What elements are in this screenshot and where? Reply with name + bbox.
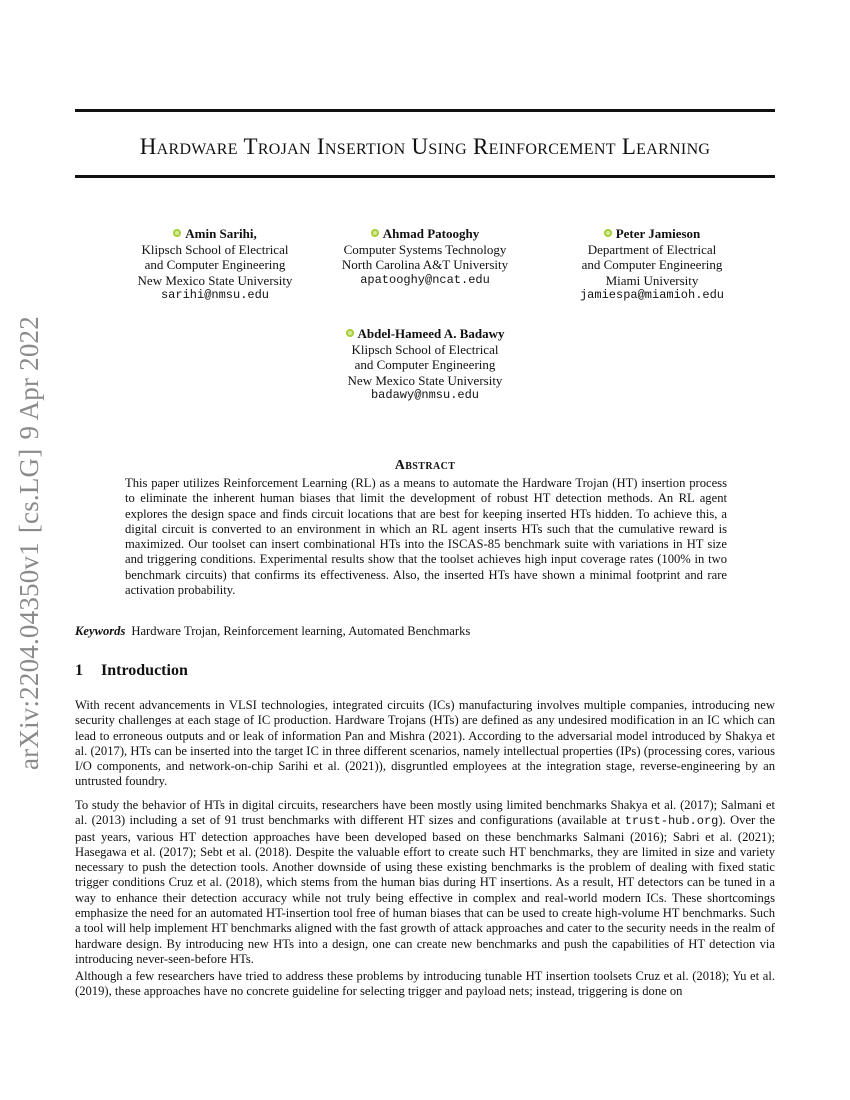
body-paragraph	[75, 798, 775, 967]
title-top-rule	[75, 109, 775, 112]
author-affiliation: Miami University	[605, 272, 699, 288]
keywords-text: Hardware Trojan, Reinforcement learning, Automated Benchmarks	[131, 624, 471, 638]
trust-hub-link[interactable]: trust-hub.org	[624, 814, 719, 829]
author-affiliation: North Carolina A&T University	[341, 257, 509, 273]
abstract-heading: Abstract	[394, 458, 456, 473]
orcid-icon[interactable]	[371, 229, 379, 237]
author-affiliation: Computer Systems Technology	[343, 241, 507, 257]
orcid-icon[interactable]	[346, 329, 354, 337]
author-email[interactable]: apatooghy@ncat.edu	[360, 272, 490, 287]
author-email[interactable]: sarihi@nmsu.edu	[160, 288, 270, 303]
author-affiliation: New Mexico State University	[347, 372, 503, 388]
author-affiliation: and Computer Engineering	[581, 257, 723, 273]
orcid-icon[interactable]	[173, 229, 181, 237]
author-name: Peter Jamieson	[615, 226, 701, 241]
arxiv-identifier-stamp	[14, 307, 45, 770]
author-name: Ahmad Patooghy	[382, 226, 480, 241]
author-name: Abdel-Hameed A. Badawy	[357, 326, 505, 341]
author-affiliation: and Computer Engineering	[354, 357, 496, 373]
author-affiliation: and Computer Engineering	[144, 257, 286, 273]
section-number: 1	[75, 662, 83, 679]
paragraph-text: To study the behavior of HTs in digital circuits, researchers have been mostly using limited benchmarks Shakya et al. (2017); Salmani et al. (2013) including a set of 91 trust benchmarks with different HT sizes and configurations (available at	[75, 798, 775, 828]
arxiv-id: arXiv:2204.04350v1	[14, 542, 44, 770]
abstract-body: This paper utilizes Reinforcement Learning (RL) as a means to automate the Hardware Trojan (HT) insertion process to eliminate the inherent human biases that limit the development of robust HT detection methods. An RL agent explores the design space and finds circuit locations that are best for keeping inserted HTs hidden. To achieve this, a digital circuit is converted to an environment in which an RL agent inserts HTs such that the cumulative reward is maximized. Our toolset can insert combinational HTs into the ISCAS-85 benchmark suite with variations in HT size and triggering conditions. Experimental results show that the toolset achieves high input coverage rates (100% in two benchmark circuits) that confirms its effectiveness. Also, the inserted HTs have shown a minimal footprint and rare activation probability.	[125, 476, 727, 598]
author-block	[310, 226, 540, 288]
author-block	[310, 326, 540, 404]
author-affiliation: New Mexico State University	[137, 272, 293, 288]
author-block	[100, 226, 330, 304]
author-affiliation: Klipsch School of Electrical	[351, 341, 499, 357]
author-block	[537, 226, 767, 304]
orcid-icon[interactable]	[604, 229, 612, 237]
author-name: Amin Sarihi,	[185, 226, 257, 241]
section-title: Introduction	[101, 662, 188, 679]
author-affiliation: Department of Electrical	[587, 241, 717, 257]
author-email[interactable]: jamiespa@miamioh.edu	[579, 288, 725, 303]
body-paragraph: With recent advancements in VLSI technologies, integrated circuits (ICs) manufacturing involves multiple companies, introducing new security challenges at each stage of IC production. Hardware Trojans (HTs) are defined as any undesired modification in an IC which can lead to erroneous outputs and or leak of information Pan and Mishra (2021). According to the adversarial model introduced by Shakya et al. (2017), HTs can be inserted into the target IC in three different scenarios, namely intellectual properties (IPs) (processing cores, various I/O components, and network-on-chip Sarihi et al. (2021)), disgruntled employees at the integration stage, reverse-engineering by an untrusted foundry.	[75, 698, 775, 789]
arxiv-date: 9 Apr 2022	[14, 316, 44, 440]
body-paragraph: Although a few researchers have tried to address these problems by introducing tunable HT insertion toolsets Cruz et al. (2018); Yu et al. (2019), these approaches have no concrete guideline for selecting trigger and payload nets; instead, triggering is done on	[75, 969, 775, 999]
keywords-label: Keywords	[75, 624, 126, 638]
keywords-line	[75, 624, 470, 639]
paper-title: Hardware Trojan Insertion Using Reinforcement Learning	[139, 134, 711, 159]
arxiv-category: [cs.LG]	[14, 448, 44, 534]
section-heading	[75, 662, 188, 680]
author-affiliation: Klipsch School of Electrical	[141, 241, 289, 257]
title-bottom-rule	[75, 175, 775, 178]
paragraph-text: ). Over the past years, various HT detection approaches have been developed based on these benchmarks Salmani (2016); Sabri et al. (2021); Hasegawa et al. (2017); Sebt et al. (2018). Despite the valuable effort to create such HT benchmarks, they are limited in size and variety necessary to push the detection tools. Another downside of using these existing benchmarks is the problem of dealing with fixed static trigger conditions Cruz et al. (2018), which stems from the human bias during HT insertions. As a result, HT detectors can be tuned in a way to enhance their detection accuracy while not truly being effective in complex and real-world modern ICs. These shortcomings emphasize the need for an automated HT-insertion tool free of human biases that can be used to create high-volume HT benchmarks. Such a tool will help implement HT benchmarks aligned with the fast growth of attack approaches and cater to the security needs in the realm of hardware design. By introducing new HTs into a design, one can create new benchmarks and push the capabilities of HT detection via introducing never-seen-before HTs.	[75, 813, 775, 966]
author-email[interactable]: badawy@nmsu.edu	[370, 388, 480, 403]
